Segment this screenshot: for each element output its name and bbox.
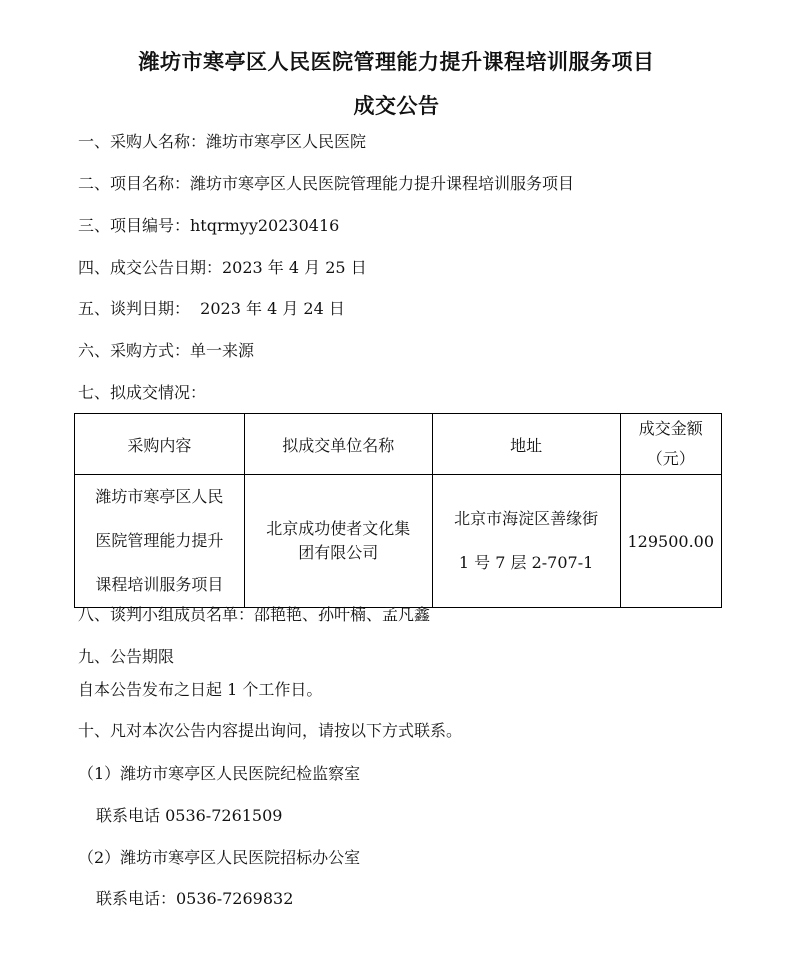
cell-supplier [244,475,432,608]
cell-amount: 129500.00 [620,475,722,608]
contact1-phone: 联系电话 0536-7261509 [96,806,283,825]
cell-address [432,475,620,608]
document-title: 潍坊市寒亭区人民医院管理能力提升课程培训服务项目 [138,50,655,74]
cell-address-line2: 1 号 7 层 2-707-1 [458,553,594,572]
purchaser-line: 一、采购人名称：潍坊市寒亭区人民医院 [78,132,367,151]
contact2-name: （2）潍坊市寒亭区人民医院招标办公室 [78,848,361,867]
negotiate-date-line: 五、谈判日期： 2023 年 4 月 24 日 [78,299,345,318]
project-number-line: 三、项目编号：htqrmyy20230416 [78,216,340,235]
cell-content-line1: 潍坊市寒亭区人民 [95,487,224,506]
panel-members-line: 八、谈判小组成员名单：邵艳艳、孙叶楠、孟凡鑫 [78,605,431,624]
project-name-line: 二、项目名称：潍坊市寒亭区人民医院管理能力提升课程培训服务项目 [78,174,575,193]
contact1-name: （1）潍坊市寒亭区人民医院纪检监察室 [78,764,361,783]
contact-heading: 十、凡对本次公告内容提出询问，请按以下方式联系。 [78,721,463,740]
table-header-row [75,414,722,475]
cell-content-line3: 课程培训服务项目 [95,575,224,594]
document-subtitle: 成交公告 [353,94,440,118]
header-amount [620,414,722,475]
table-row [75,475,722,608]
period-text: 自本公告发布之日起 1 个工作日。 [78,680,323,699]
header-supplier: 拟成交单位名称 [244,414,432,475]
header-address: 地址 [432,414,620,475]
cell-content-line2: 医院管理能力提升 [95,531,224,550]
deal-heading: 七、拟成交情况： [78,383,207,402]
cell-supplier-line1: 北京成功使者文化集 [266,519,411,538]
contact2-phone: 联系电话：0536-7269832 [96,889,294,908]
header-amount-line2: （元） [646,449,695,468]
header-amount-line1: 成交金额 [638,419,703,438]
cell-address-line1: 北京市海淀区善缘街 [454,509,599,528]
deal-table [74,413,722,608]
announce-date-line: 四、成交公告日期：2023 年 4 月 25 日 [78,258,367,277]
header-content: 采购内容 [75,414,245,475]
procurement-method-line: 六、采购方式：单一来源 [78,341,255,360]
cell-supplier-line2: 团有限公司 [298,543,379,562]
cell-content [75,475,245,608]
period-heading: 九、公告期限 [78,647,175,666]
